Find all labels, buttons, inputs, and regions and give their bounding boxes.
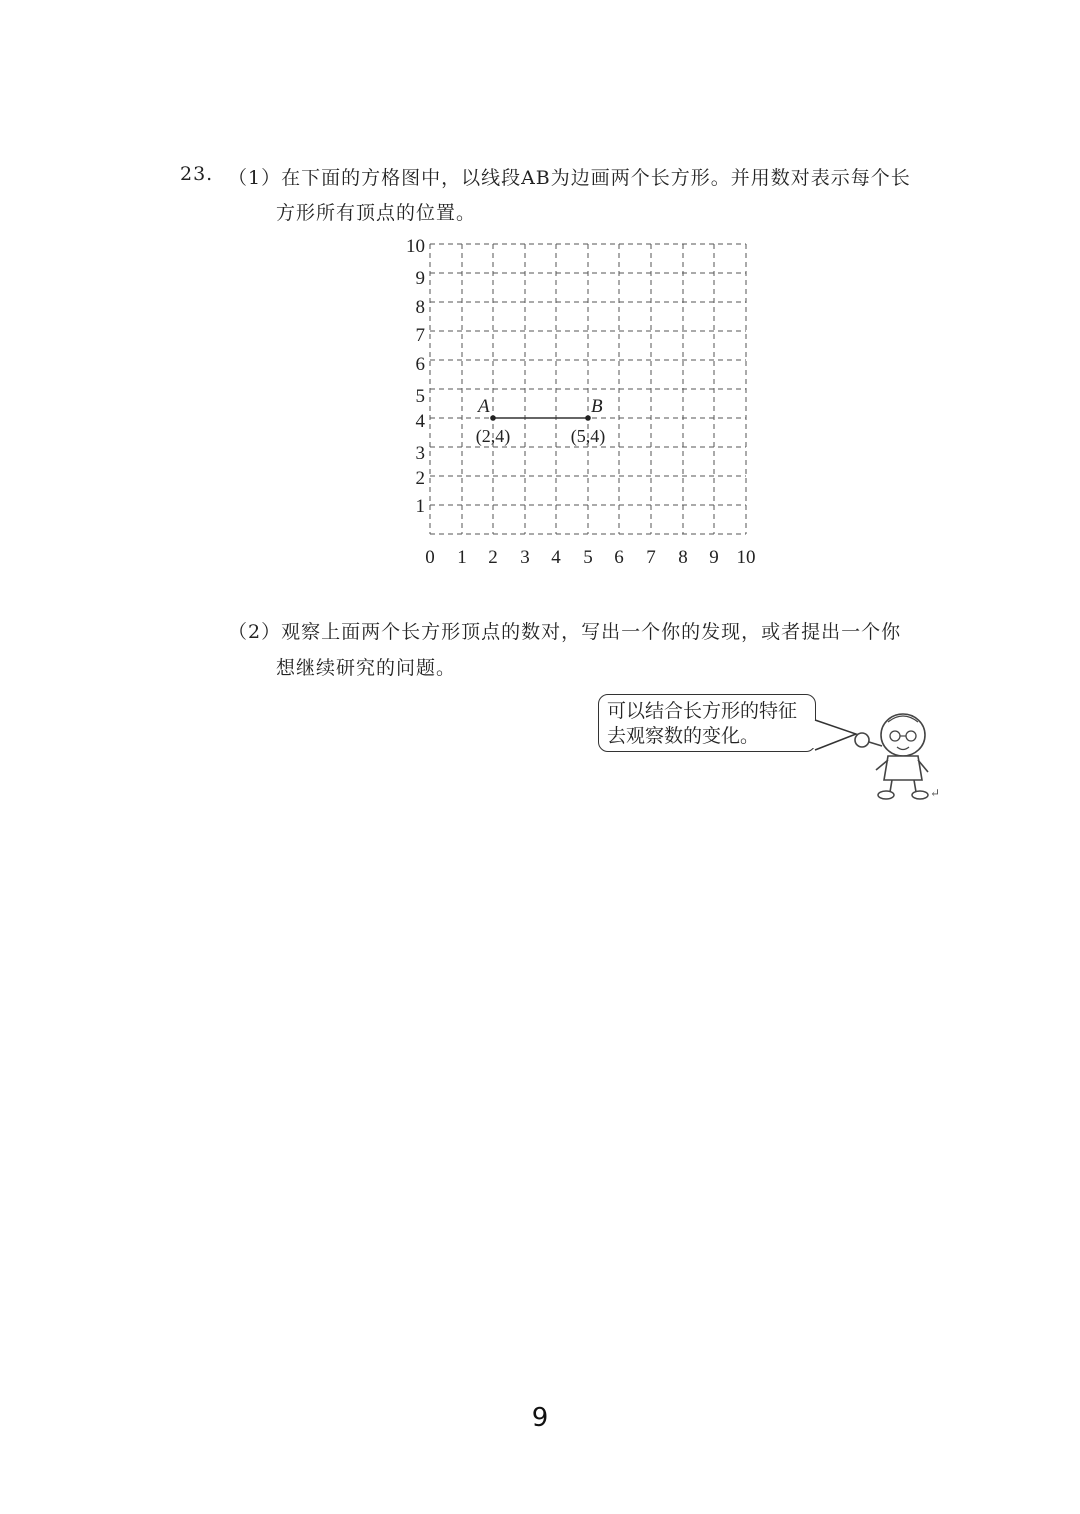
x-tick-label: 9 — [709, 547, 719, 568]
coordinate-grid — [0, 0, 1080, 600]
point-b-coords: (5,4) — [570, 426, 606, 446]
point-a — [490, 415, 496, 421]
hint-line1: 可以结合长方形的特征 — [607, 700, 798, 722]
part1-text-line1: （1）在下面的方格图中，以线段AB为边画两个长方形。并用数对表示每个长 — [228, 167, 911, 189]
y-tick-label: 9 — [415, 268, 425, 289]
part2-text-line2: 想继续研究的问题。 — [276, 657, 457, 679]
y-tick-label: 4 — [415, 411, 425, 432]
y-tick-label: 1 — [415, 496, 425, 517]
x-tick-label: 5 — [583, 547, 593, 568]
x-tick-label: 0 — [425, 547, 435, 568]
points-layer — [476, 396, 606, 447]
y-tick-label: 10 — [406, 236, 425, 257]
x-tick-label: 10 — [736, 547, 756, 568]
x-axis-labels — [425, 547, 755, 568]
return-mark: ↵ — [930, 786, 941, 800]
grid-lines — [430, 244, 746, 534]
hint-speech-bubble — [598, 694, 816, 752]
x-tick-label: 6 — [614, 547, 624, 568]
point-a-name: A — [478, 396, 490, 417]
y-axis-labels — [406, 236, 426, 517]
x-tick-label: 4 — [551, 547, 561, 568]
y-tick-label: 8 — [415, 297, 425, 318]
x-tick-label: 8 — [678, 547, 688, 568]
x-tick-label: 7 — [646, 547, 656, 568]
x-tick-label: 1 — [457, 547, 467, 568]
y-tick-label: 2 — [415, 468, 425, 489]
y-tick-label: 6 — [415, 354, 425, 375]
y-tick-label: 7 — [415, 325, 425, 346]
part2-text-line1: （2）观察上面两个长方形顶点的数对，写出一个你的发现，或者提出一个你 — [228, 621, 902, 643]
x-tick-label: 2 — [488, 547, 498, 568]
y-tick-label: 3 — [415, 443, 425, 464]
part1-text-line2: 方形所有顶点的位置。 — [276, 202, 477, 224]
grandpa-cartoon-icon — [800, 700, 940, 810]
point-b-name: B — [591, 396, 603, 417]
question-number: 23. — [180, 163, 214, 185]
x-tick-label: 3 — [520, 547, 530, 568]
page-number: 9 — [531, 1403, 549, 1433]
point-a-coords: (2,4) — [475, 426, 511, 446]
point-b — [585, 415, 591, 421]
hint-line2: 去观察数的变化。 — [607, 725, 760, 747]
y-tick-label: 5 — [415, 386, 425, 407]
